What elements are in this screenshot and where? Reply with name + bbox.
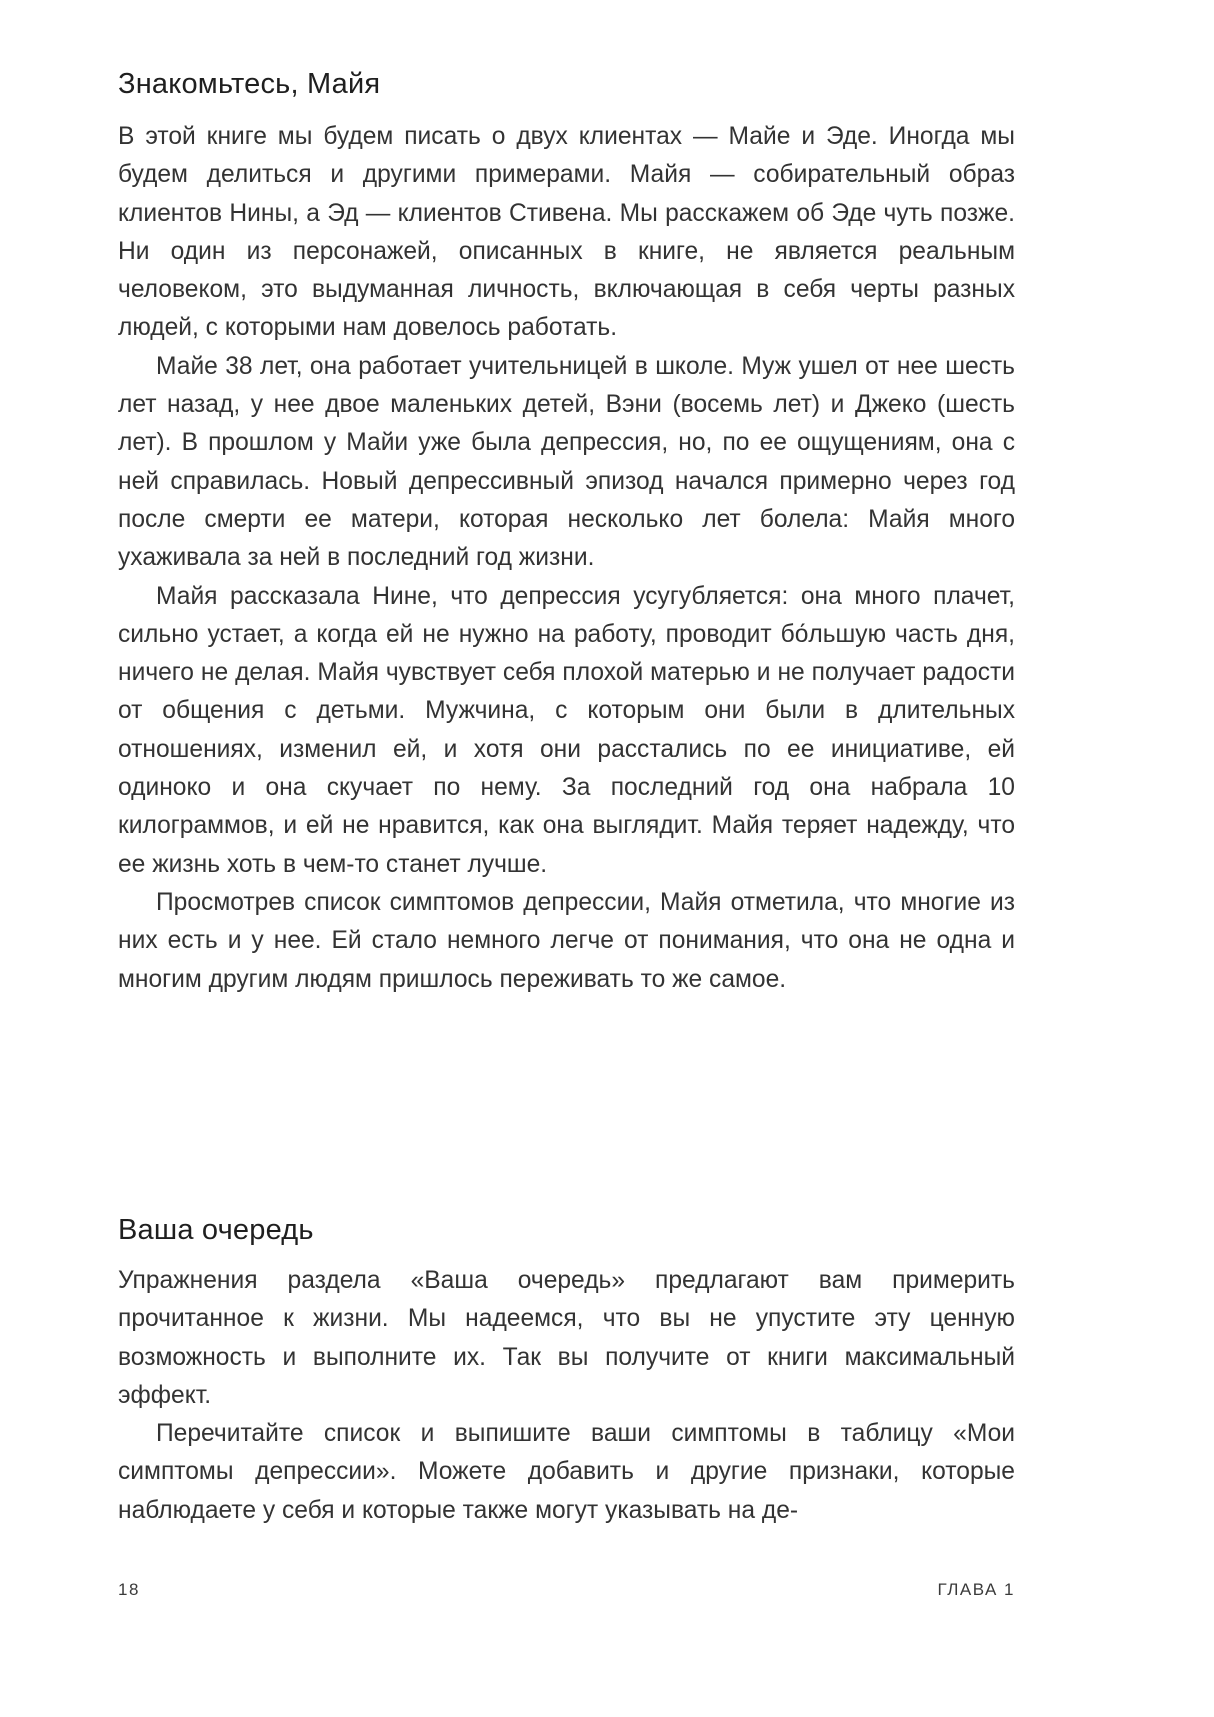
section-your-turn-body — [118, 1262, 1015, 1530]
section-meet-maya-body — [118, 118, 1015, 999]
paragraph: Упражнения раздела «Ваша очередь» предлагают вам примерить прочитанное к жизни. Мы надеемся, что вы не упустите эту ценную возможность и выполните их. Так вы получите от книги максимальный эффект. — [118, 1267, 1015, 1409]
paragraph: Перечитайте список и выпишите ваши симптомы в таблицу «Мои симптомы депрессии». Можете добавить и другие признаки, которые наблюдаете у себя и которые также могут указывать на де- — [118, 1420, 1015, 1524]
section-heading-your-turn: Ваша очередь — [118, 1214, 314, 1246]
paragraph: В этой книге мы будем писать о двух клиентах — Майе и Эде. Иногда мы будем делиться и другими примерами. Майя — собирательный образ клиентов Нины, а Эд — клиентов Стивена. Мы расскажем об Эде чуть позже. Ни один из персонажей, описанных в книге, не является реальным человеком, это выдуманная личность, включающая в себя черты разных людей, с которыми нам довелось работать. — [118, 123, 1015, 342]
paragraph: Майя рассказала Нине, что депрессия усугубляется: она много плачет, сильно устает, а когда ей не нужно на работу, проводит бо́льшую часть дня, ничего не делая. Майя чувствует себя плохой матерью и не получает радости от общения с детьми. Мужчина, с которым они были в длительных отношениях, изменил ей, и хотя они расстались по ее инициативе, ей одиноко и она скучает по нему. За последний год она набрала 10 килограммов, и ей не нравится, как она выглядит. Майя теряет надежду, что ее жизнь хоть в чем-то станет лучше. — [118, 582, 1015, 878]
paragraph: Майе 38 лет, она работает учительницей в школе. Муж ушел от нее шесть лет назад, у нее двое маленьких детей, Вэни (восемь лет) и Джеко (шесть лет). В прошлом у Майи уже была депрессия, но, по ее ощущениям, она с ней справилась. Новый депрессивный эпизод начался примерно через год после смерти ее матери, которая несколько лет болела: Майя много ухаживала за ней в последний год жизни. — [118, 352, 1015, 572]
paragraph: Просмотрев список симптомов депрессии, Майя отметила, что многие из них есть и у нее. Ей стало немного легче от понимания, что она не одна и многим другим людям пришлось переживать то же самое. — [118, 888, 1015, 993]
book-page — [118, 0, 1015, 1717]
running-head: ГЛАВА 1 — [937, 1580, 1015, 1599]
page-footer — [118, 1580, 1015, 1610]
section-heading-meet-maya: Знакомьтесь, Майя — [118, 68, 381, 100]
page-number: 18 — [118, 1580, 140, 1599]
